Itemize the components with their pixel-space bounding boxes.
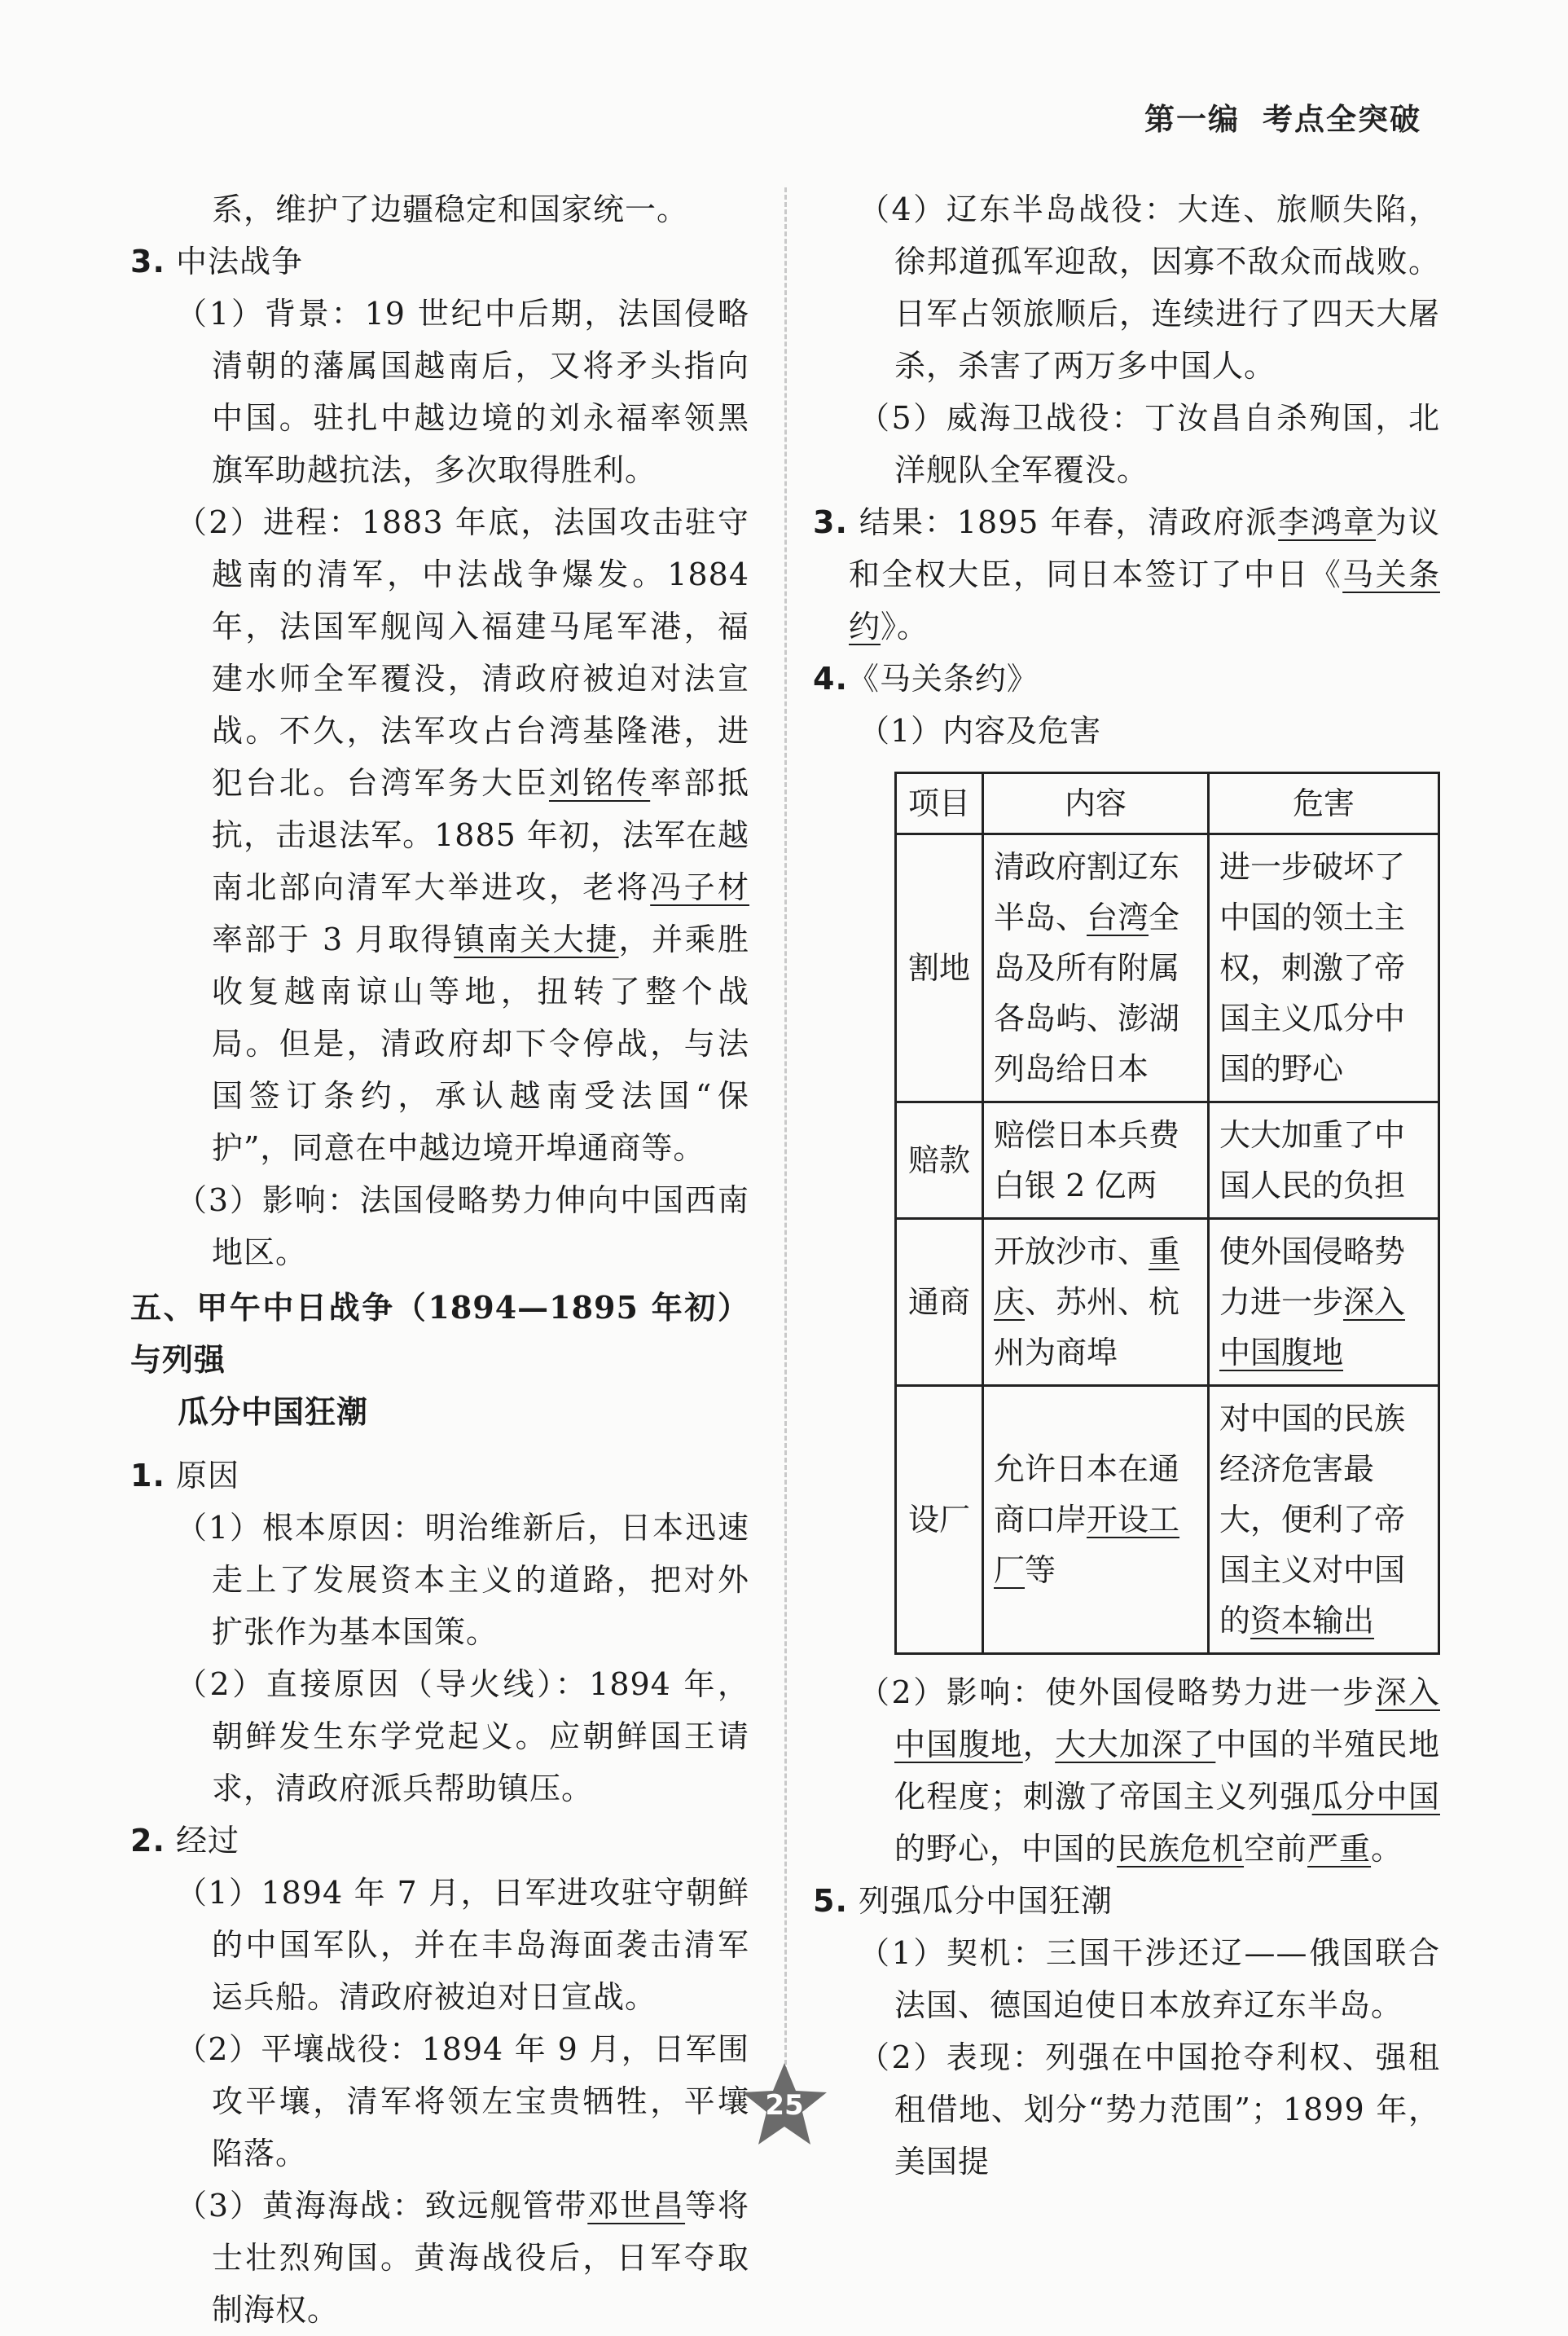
table-header-row <box>896 773 1439 834</box>
subheading-content-harm: （1）内容及危害 <box>859 713 1102 749</box>
underlined-term: 刘铭传 <box>548 765 651 801</box>
text-span: ， <box>1022 1727 1056 1762</box>
text-span: （2）影响：使外国侵略势力进一步 <box>859 1674 1376 1710</box>
paragraph-background: （1）背景：19 世纪中后期，法国侵略清朝的藩属国越南后，又将矛头指向中国。驻扎中越边境的刘永福率领黑旗军助越抗法，多次取得胜利。 <box>176 296 749 488</box>
underlined-term: 冯子材 <box>650 869 749 905</box>
text-span: 开放沙市、 <box>994 1234 1149 1269</box>
cell-item: 通商 <box>896 1219 983 1386</box>
heading-text: 五、甲午中日战争（ <box>130 1290 428 1326</box>
heading-number: 3. <box>813 504 848 540</box>
paragraph-course-2: （2）平壤战役：1894 年 9 月，日军围攻平壤，清军将领左宝贵牺牲，平壤陷落。 <box>176 2031 749 2171</box>
cell-harm <box>1209 1386 1439 1654</box>
column-header-harm: 危害 <box>1209 773 1439 834</box>
cell-content <box>983 1386 1209 1654</box>
left-column <box>130 183 749 2336</box>
text-span: 空前 <box>1244 1831 1308 1867</box>
text-span: （3）黄海海战：致远舰管带 <box>176 2188 588 2224</box>
underlined-term: 重庆 <box>994 1234 1180 1320</box>
table-row <box>896 1102 1439 1219</box>
paragraph-influence: （3）影响：法国侵略势力伸向中国西南地区。 <box>176 1182 749 1270</box>
underlined-term: 邓世昌 <box>587 2188 686 2224</box>
paragraph-weihaiwei: （5）威海卫战役：丁汝昌自杀殉国，北洋舰队全军覆没。 <box>859 400 1440 488</box>
text-span: 的野心，中国的 <box>894 1831 1118 1867</box>
paragraph-treaty-influence <box>813 1666 1440 1875</box>
underlined-term: 马关条约 <box>849 557 1440 644</box>
underlined-term: 资本输出 <box>1250 1603 1375 1639</box>
text-span: ，并乘胜收复越南谅山等地，扭转了整个战局。但是，清政府却下令停战，与法国签订条约，承认越南受法国“保护”，同意在中越边境开埠通商等。 <box>212 922 749 1166</box>
page-number-badge <box>737 2060 832 2149</box>
column-header-content: 内容 <box>983 773 1209 834</box>
heading-number: 4. <box>813 661 848 697</box>
underlined-term: 瓜分中国 <box>1311 1779 1440 1815</box>
text-span: 使外国侵略势力进一步 <box>1219 1234 1406 1320</box>
text-span: 率部于 3 月取得 <box>212 922 455 957</box>
paragraph-opportunity: （1）契机：三国干涉还辽——俄国联合法国、德国迫使日本放弃辽东半岛。 <box>859 1935 1440 2023</box>
text-span: 。 <box>1371 1831 1403 1867</box>
section-heading-5 <box>130 1282 749 1386</box>
underlined-term: 民族危机 <box>1117 1831 1245 1867</box>
heading-text: 《马关条约》 <box>847 661 1039 697</box>
heading-text: 列强瓜分中国狂潮 <box>858 1883 1113 1919</box>
section-heading-5-line2: 瓜分中国狂潮 <box>178 1394 369 1430</box>
heading-number: 1. <box>130 1458 165 1494</box>
paragraph-liaodong: （4）辽东半岛战役：大连、旅顺失陷，徐邦道孤军迎敌，因寡不敌众而战败。日军占领旅顺后，连续进行了四天大屠杀，杀害了两万多中国人。 <box>859 191 1440 384</box>
section-heading-sino-french-war <box>130 235 749 288</box>
text-span: 清政府割辽东半岛、 <box>994 849 1180 935</box>
column-divider <box>784 187 787 2094</box>
text-span: 等将士壮烈殉国。黄海战役后，日军夺取制海权。 <box>212 2188 749 2328</box>
paragraph-direct-cause: （2）直接原因（导火线）：1894 年，朝鲜发生东学党起义。应朝鲜国王请求，清政府派兵帮助镇压。 <box>176 1666 749 1806</box>
cell-harm: 大大加重了中国人民的负担 <box>1209 1102 1439 1219</box>
paragraph-root-cause: （1）根本原因：明治维新后，日本迅速走上了发展资本主义的道路，把对外扩张作为基本国策。 <box>176 1510 749 1650</box>
header-title: 考点全突破 <box>1263 102 1421 137</box>
cell-item: 设厂 <box>896 1386 983 1654</box>
text-span: 、苏州、杭州为商埠 <box>994 1284 1180 1370</box>
underlined-term: 深入中国腹地 <box>894 1674 1440 1762</box>
text-span: 允许日本在通商口岸 <box>994 1451 1180 1538</box>
cell-harm <box>1209 1219 1439 1386</box>
paragraph-process <box>130 496 749 1174</box>
heading-text: 原因 <box>175 1458 239 1494</box>
paragraph-manifestation: （2）表现：列强在中国抢夺利权、强租租借地、划分“势力范围”；1899 年，美国提 <box>859 2039 1440 2180</box>
cell-harm: 进一步破坏了中国的领土主权，刺激了帝国主义瓜分中国的野心 <box>1209 834 1439 1102</box>
treaty-table <box>894 772 1440 1655</box>
heading-number: 5. <box>813 1883 848 1919</box>
text-span: 对中国的民族经济危害最大，便利了帝国主义对中国的 <box>1219 1401 1406 1639</box>
underlined-term: 台湾 <box>1087 900 1149 935</box>
table-row <box>896 1386 1439 1654</box>
text-span: 率部抵抗，击退法军。1885 年初，法军在越南北部向清军大举进攻，老将 <box>212 765 749 905</box>
underlined-term: 大大加深了 <box>1055 1727 1216 1762</box>
heading-number: 3. <box>130 244 165 279</box>
text-span: 结果：1895 年春，清政府派 <box>859 504 1279 540</box>
underlined-term: 开设工厂 <box>994 1502 1180 1588</box>
text-span: 中国的半殖民地化程度；刺激了帝国主义列强 <box>894 1727 1440 1815</box>
paragraph-course-1: （1）1894 年 7 月，日军进攻驻守朝鲜的中国军队，并在丰岛海面袭击清军运兵船。清政府被迫对日宣战。 <box>176 1875 749 2015</box>
table-row <box>896 1219 1439 1386</box>
heading-text: ）与列强 <box>130 1290 749 1378</box>
text-span: 》。 <box>881 609 929 644</box>
paragraph-course-3 <box>130 2180 749 2336</box>
text-span: （2）进程：1883 年底，法国攻击驻守越南的清军，中法战争爆发。1884 年，法国军舰闯入福建马尾军港，福建水师全军覆没，清政府被迫对法宣战。不久，法军攻占台湾基隆港，进犯台北。台湾军务大臣 <box>176 504 749 801</box>
heading-number: 2. <box>130 1823 165 1859</box>
cell-item: 割地 <box>896 834 983 1102</box>
cell-content: 赔偿日本兵费白银 2 亿两 <box>983 1102 1209 1219</box>
underlined-term: 镇南关大捷 <box>454 922 619 957</box>
heading-years: 1894—1895 年初 <box>428 1289 718 1326</box>
column-header-item: 项目 <box>896 773 983 834</box>
header-part: 第一编 <box>1144 102 1240 137</box>
section-heading-partition <box>813 1875 1440 1927</box>
text-span: 为议和全权大臣，同日本签订了中日《 <box>849 504 1440 592</box>
heading-text: 经过 <box>175 1823 239 1859</box>
paragraph-continuation: 系，维护了边疆稳定和国家统一。 <box>212 191 689 227</box>
page-number: 25 <box>765 2089 804 2122</box>
section-heading-treaty <box>813 653 1440 705</box>
right-column <box>813 183 1440 2188</box>
paragraph-result <box>813 496 1440 653</box>
text-span: 全岛及所有附属各岛屿、澎湖列岛给日本 <box>994 900 1180 1087</box>
heading-text: 中法战争 <box>175 244 303 279</box>
running-header <box>1144 95 1421 139</box>
underlined-term: 深入中国腹地 <box>1219 1284 1406 1370</box>
table-row <box>896 834 1439 1102</box>
section-heading-course <box>130 1815 749 1867</box>
underlined-term: 李鸿章 <box>1278 504 1377 540</box>
cell-content <box>983 1219 1209 1386</box>
section-heading-causes <box>130 1450 749 1502</box>
text-span: 等 <box>1025 1552 1056 1588</box>
underlined-term: 严重 <box>1307 1831 1372 1867</box>
cell-content <box>983 834 1209 1102</box>
cell-item: 赔款 <box>896 1102 983 1219</box>
